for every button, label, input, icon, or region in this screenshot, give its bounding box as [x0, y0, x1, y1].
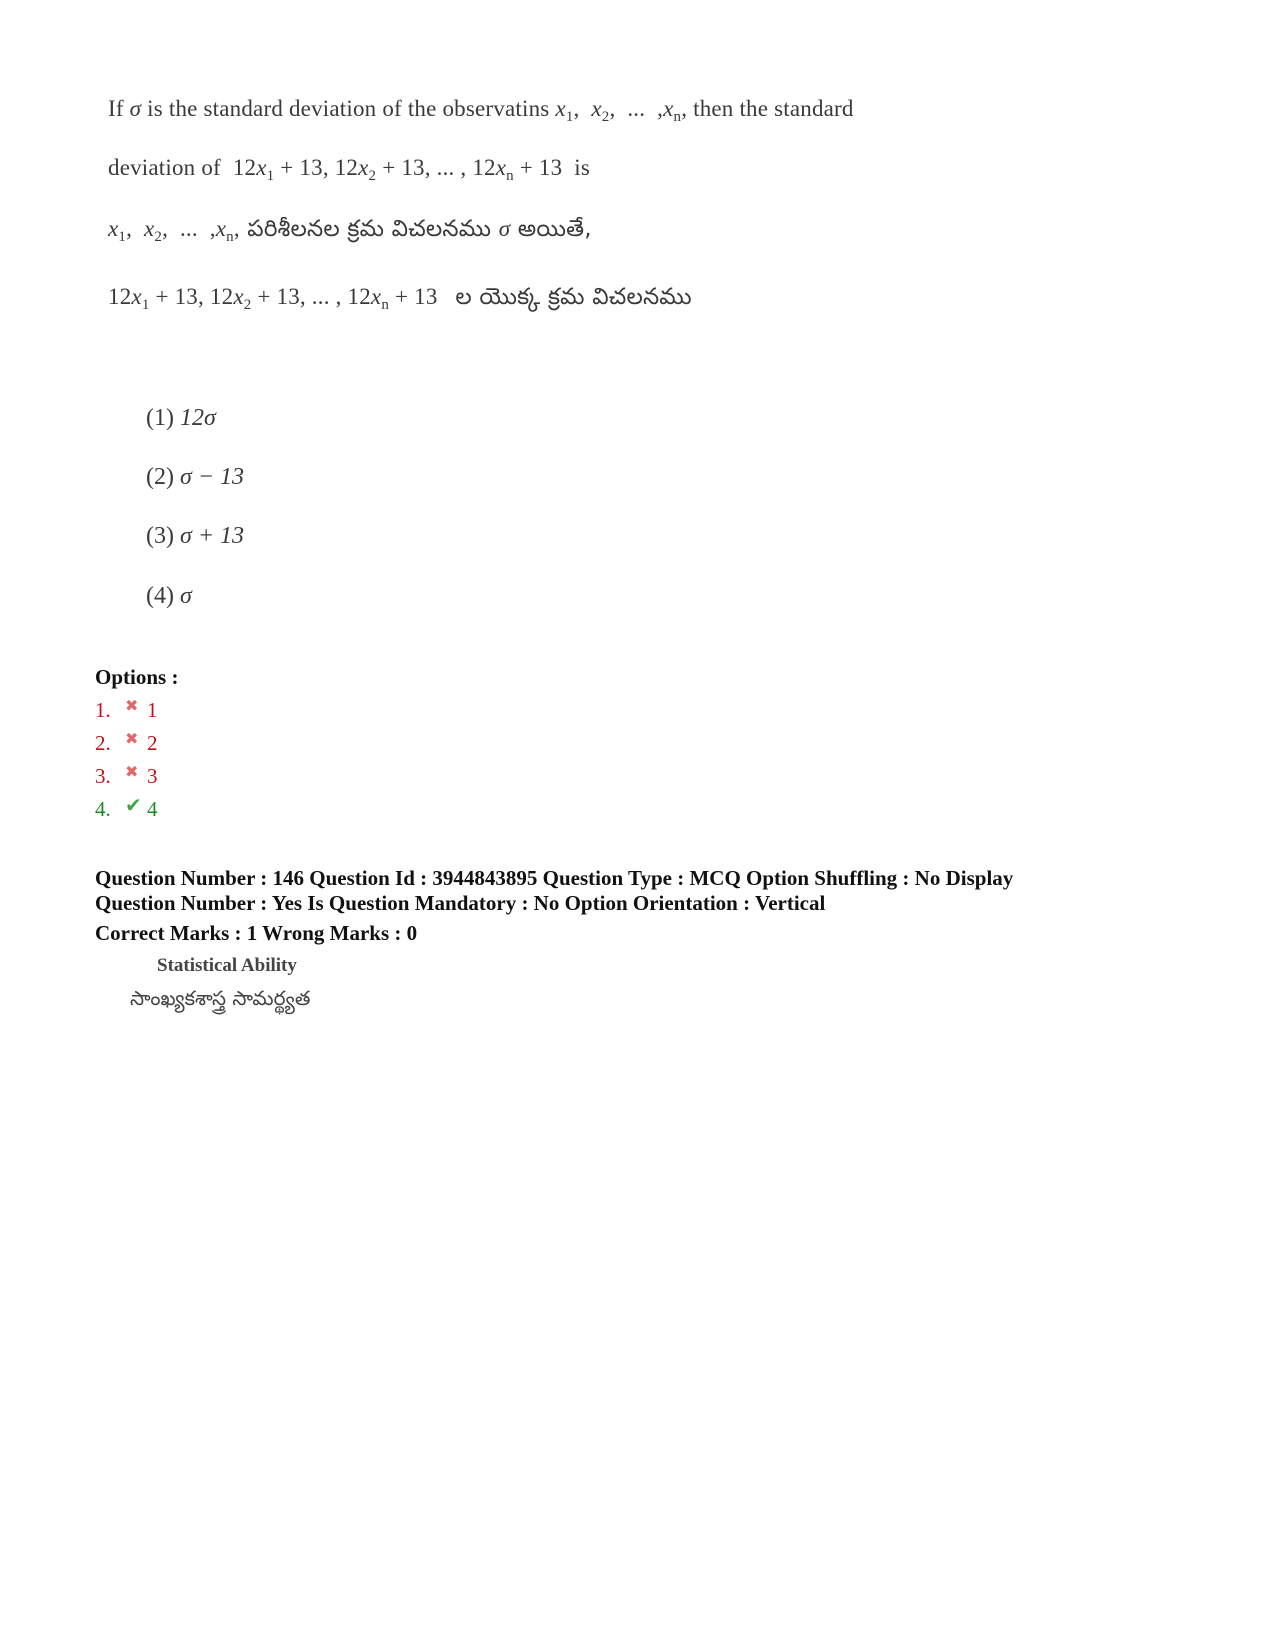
subject-english: Statistical Ability	[157, 955, 297, 976]
choice-value: σ − 13	[179, 464, 245, 490]
question-line-2	[108, 155, 590, 184]
choice-label: (3)	[146, 523, 180, 549]
sigma-symbol: σ	[129, 96, 142, 121]
question-text: deviation of	[108, 155, 227, 180]
subscript: 1	[141, 297, 150, 313]
option-number: 1.	[95, 698, 111, 722]
choice-label: (2)	[146, 464, 180, 490]
subscript: 1	[118, 229, 127, 245]
var-x: x	[256, 155, 267, 180]
subscript: 1	[565, 109, 574, 125]
option-value: 4	[147, 797, 158, 821]
expression: + 13	[389, 284, 438, 309]
subscript: 2	[601, 109, 610, 125]
var-x: x	[108, 216, 119, 241]
option-item-4	[95, 797, 158, 822]
option-item-3	[95, 764, 158, 789]
question-text: then the standard	[687, 96, 854, 121]
subscript: n	[381, 297, 390, 313]
var-x: x	[215, 216, 227, 241]
question-meta-line-1: Question Number : 146 Question Id : 3944843895 Question Type : MCQ Option Shuffling : No Display	[95, 866, 1014, 890]
question-text: If	[108, 96, 130, 121]
var-x: x	[495, 155, 507, 180]
var-x: x	[143, 216, 155, 241]
telugu-text: అయితే,	[510, 216, 592, 242]
subscript: n	[226, 229, 234, 245]
choice-label: (1)	[146, 405, 180, 431]
option-item-1	[95, 698, 158, 723]
question-marks: Correct Marks : 1 Wrong Marks : 0	[95, 921, 418, 945]
choice-value: σ	[179, 583, 192, 609]
expression: + 13, 12	[274, 155, 359, 180]
choice-1	[146, 405, 216, 432]
question-telugu-line-1: $x_1$, $x_2$, ... $,x_n$, పరిశీలనల క్రమ విచలనము σ అయితే,	[108, 216, 592, 245]
subject-telugu: సాంఖ్యకశాస్త్ర సామర్థ్యత	[130, 986, 311, 1010]
subscript: 1	[266, 168, 275, 184]
expression: + 13, ... , 12	[251, 284, 371, 309]
option-value: 1	[147, 698, 158, 722]
cross-icon: ✖	[125, 730, 139, 748]
option-value: 2	[147, 731, 158, 755]
option-number: 2.	[95, 731, 111, 755]
question-telugu-line-2	[108, 284, 692, 316]
expression: + 13, ... , 12	[376, 155, 496, 180]
var-x: x	[555, 96, 566, 121]
coefficient: 12	[108, 284, 132, 309]
question-line-1: If σ is the standard deviation of the observatins $x_1$, $x_2$, ... $,x_n$, then the standard	[108, 96, 854, 125]
option-number: 4.	[95, 797, 111, 821]
sigma-symbol: σ	[498, 216, 511, 241]
subscript: 2	[154, 229, 163, 245]
choice-4	[146, 583, 192, 610]
choice-2	[146, 464, 244, 491]
expression: + 13	[513, 155, 563, 180]
coefficient: 12	[232, 155, 257, 180]
check-icon: ✔	[125, 795, 142, 817]
option-number: 3.	[95, 764, 111, 788]
option-value: 3	[147, 764, 158, 788]
expression: + 13, 12	[149, 284, 234, 309]
question-text: is	[568, 155, 590, 180]
var-x: x	[131, 284, 142, 309]
choice-3	[146, 523, 244, 550]
ellipsis: ...	[627, 96, 646, 121]
subscript: n	[506, 168, 514, 184]
subscript: 2	[368, 168, 377, 184]
var-x: x	[370, 284, 382, 309]
question-meta-line-2: Question Number : Yes Is Question Mandatory : No Option Orientation : Vertical	[95, 891, 826, 915]
question-text: is the standard deviation of the observatins	[141, 96, 556, 121]
ellipsis: ...	[179, 216, 198, 241]
option-item-2	[95, 731, 158, 756]
options-heading: Options :	[95, 665, 179, 689]
var-x: x	[358, 155, 369, 180]
choice-value: σ + 13	[179, 523, 245, 549]
subscript: 2	[243, 297, 252, 313]
choice-label: (4)	[146, 583, 180, 609]
var-x: x	[663, 96, 674, 121]
choice-value: 12σ	[179, 405, 216, 431]
var-x: x	[233, 284, 244, 309]
telugu-text: పరిశీలనల క్రమ విచలనము	[239, 216, 499, 242]
var-x: x	[591, 96, 602, 121]
cross-icon: ✖	[125, 763, 139, 781]
telugu-text: ల యొక్క క్రమ విచలనము	[455, 284, 692, 310]
cross-icon: ✖	[125, 697, 139, 715]
subscript: n	[673, 109, 682, 125]
